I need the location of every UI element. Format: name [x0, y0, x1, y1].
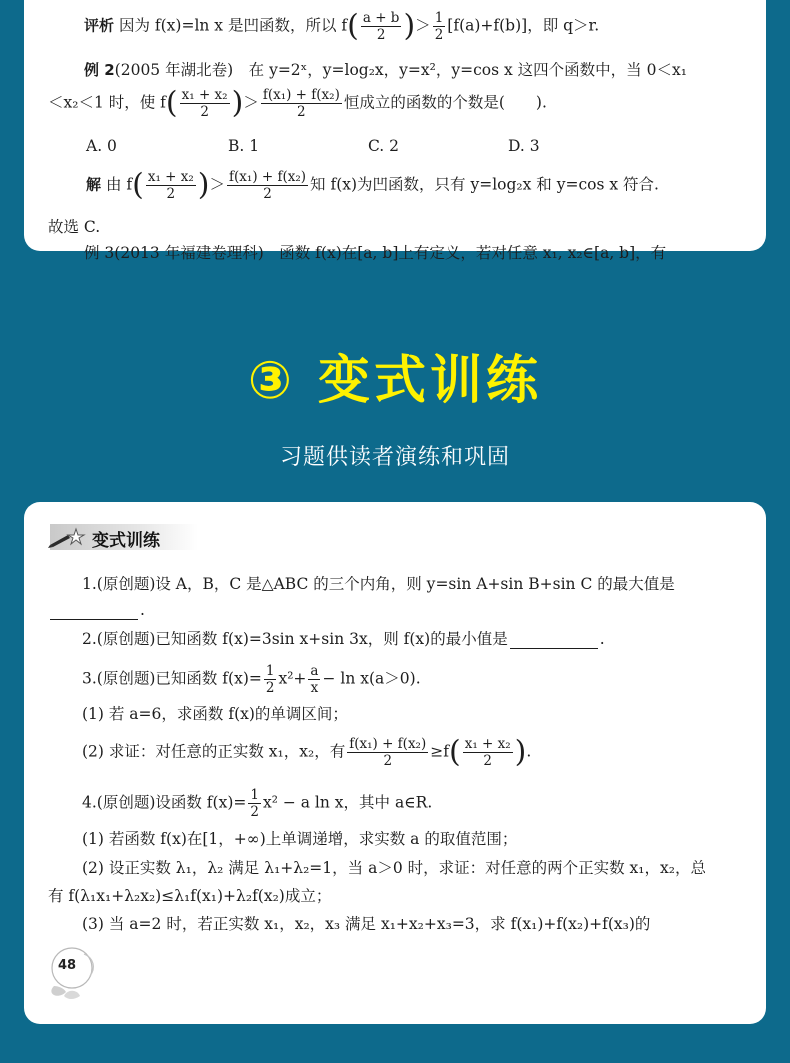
- option-d: D. 3: [508, 137, 540, 155]
- sol-mean-x-fraction: $\frac{\text{x₁ + x₂}}{2}$: [147, 169, 194, 203]
- half-fraction: $\frac{1}{2}$: [434, 10, 444, 44]
- question-3-part-2: (2) 求证：对任意的正实数 x₁，x₂，有 $\frac{\text{f(x₁) + f(x₂)}}{2}$ ≥f( $\frac{\text{x₁ + x₂}}{2}$ ).: [82, 734, 532, 770]
- question-1-end: .: [48, 600, 145, 620]
- analysis-fraction: $\frac{a + b}{2}$: [362, 10, 400, 44]
- section-subtitle: 习题供读者演练和巩固: [279, 445, 510, 470]
- answer-blank: [50, 618, 138, 620]
- q3-a-over-x-fraction: $\frac{a}{x}$: [310, 663, 319, 697]
- option-b: B. 1: [228, 137, 260, 155]
- example-2-label: 例 2: [84, 61, 115, 79]
- q3-mean-x-fraction: $\frac{\text{x₁ + x₂}}{2}$: [464, 736, 511, 770]
- solution-label: 解: [86, 175, 102, 194]
- section-title: ③ 变式训练: [247, 351, 543, 411]
- q3-mean-f-fraction: $\frac{\text{f(x₁) + f(x₂)}}{2}$: [349, 736, 427, 770]
- conclusion: 故选 C.: [48, 218, 101, 236]
- question-1: 1.(原创题)设 A，B，C 是△ABC 的三个内角，则 y=sin A+sin B+sin C 的最大值是: [82, 575, 675, 593]
- example-2-text: (2005 年湖北卷) 在 y=2ˣ，y=log₂x，y=x²，y=cos x 这四个函数中，当 0＜x₁: [114, 61, 687, 79]
- analysis-label: 评析: [84, 16, 115, 35]
- solution-line: 解 由 f( $\frac{\text{x₁ + x₂}}{2}$ )＞ $\frac{\text{f(x₁) + f(x₂)}}{2}$ 知 f(x)为凹函数，只有 y=log₂x 和 y=cos x 符合.: [86, 167, 659, 203]
- exercise-tag-label: 变式训练: [92, 531, 160, 551]
- question-2: 2.(原创题)已知函数 f(x)=3sin x+sin 3x，则 f(x)的最小值是 .: [82, 630, 605, 648]
- answer-blank: [510, 647, 598, 649]
- question-4-part-1: (1) 若函数 f(x)在[1，+∞)上单调递增，求实数 a 的取值范围；: [82, 830, 518, 848]
- previous-content-card: [24, 0, 766, 262]
- analysis-text: 因为 f(x)=ln x 是凹函数，所以 f: [118, 16, 348, 35]
- analysis-line: 评析 因为 f(x)=ln x 是凹函数，所以 f( $\frac{a + b}{2}$ )＞ $\frac{1}{2}$ [f(a)+f(b)]，即 q＞r.: [84, 8, 600, 44]
- example-2-line-2: ＜x₂＜1 时，使 f( $\frac{\text{x₁ + x₂}}{2}$ )＞ $\frac{\text{f(x₁) + f(x₂)}}{2}$ 恒成立的函数的个数是( ).: [48, 85, 547, 121]
- example-2-line: [84, 60, 687, 81]
- question-4-part-2: (2) 设正实数 λ₁，λ₂ 满足 λ₁+λ₂=1，当 a＞0 时，求证：对任意的两个正实数 x₁，x₂，总: [82, 859, 706, 877]
- question-4-part-3: (3) 当 a=2 时，若正实数 x₁，x₂，x₃ 满足 x₁+x₂+x₃=3，求 f(x₁)+f(x₂)+f(x₃)的: [82, 915, 651, 933]
- question-3: 3.(原创题)已知函数 f(x)= $\frac{1}{2}$ x²+ $\frac{a}{x}$ − ln x(a＞0).: [82, 663, 421, 697]
- q3-half-fraction: $\frac{1}{2}$: [265, 663, 275, 697]
- option-c: C. 2: [368, 137, 400, 155]
- mean-f-fraction: $\frac{\text{f(x₁) + f(x₂)}}{2}$: [262, 87, 340, 121]
- cut-off-line: 例 3(2013 年福建卷理科) 函数 f(x)在[a, b]上有定义，若对任意 x₁, x₂∈[a, b]，有: [84, 244, 667, 262]
- option-a: A. 0: [86, 137, 117, 155]
- pencil-star-icon: [46, 525, 90, 551]
- mean-x-fraction: $\frac{\text{x₁ + x₂}}{2}$: [181, 87, 228, 121]
- exercise-card: [24, 502, 766, 1024]
- question-4-part-2-cont: 有 f(λ₁x₁+λ₂x₂)≤λ₁f(x₁)+λ₂f(x₂)成立；: [48, 887, 332, 905]
- sol-mean-f-fraction: $\frac{\text{f(x₁) + f(x₂)}}{2}$: [229, 169, 307, 203]
- page-number: 48: [58, 958, 77, 973]
- q4-half-fraction: $\frac{1}{2}$: [250, 787, 259, 821]
- question-4: 4.(原创题)设函数 f(x)= $\frac{1}{2}$ x² − a ln x，其中 a∈R.: [82, 787, 433, 821]
- question-3-part-1: (1) 若 a=6，求函数 f(x)的单调区间；: [82, 705, 348, 723]
